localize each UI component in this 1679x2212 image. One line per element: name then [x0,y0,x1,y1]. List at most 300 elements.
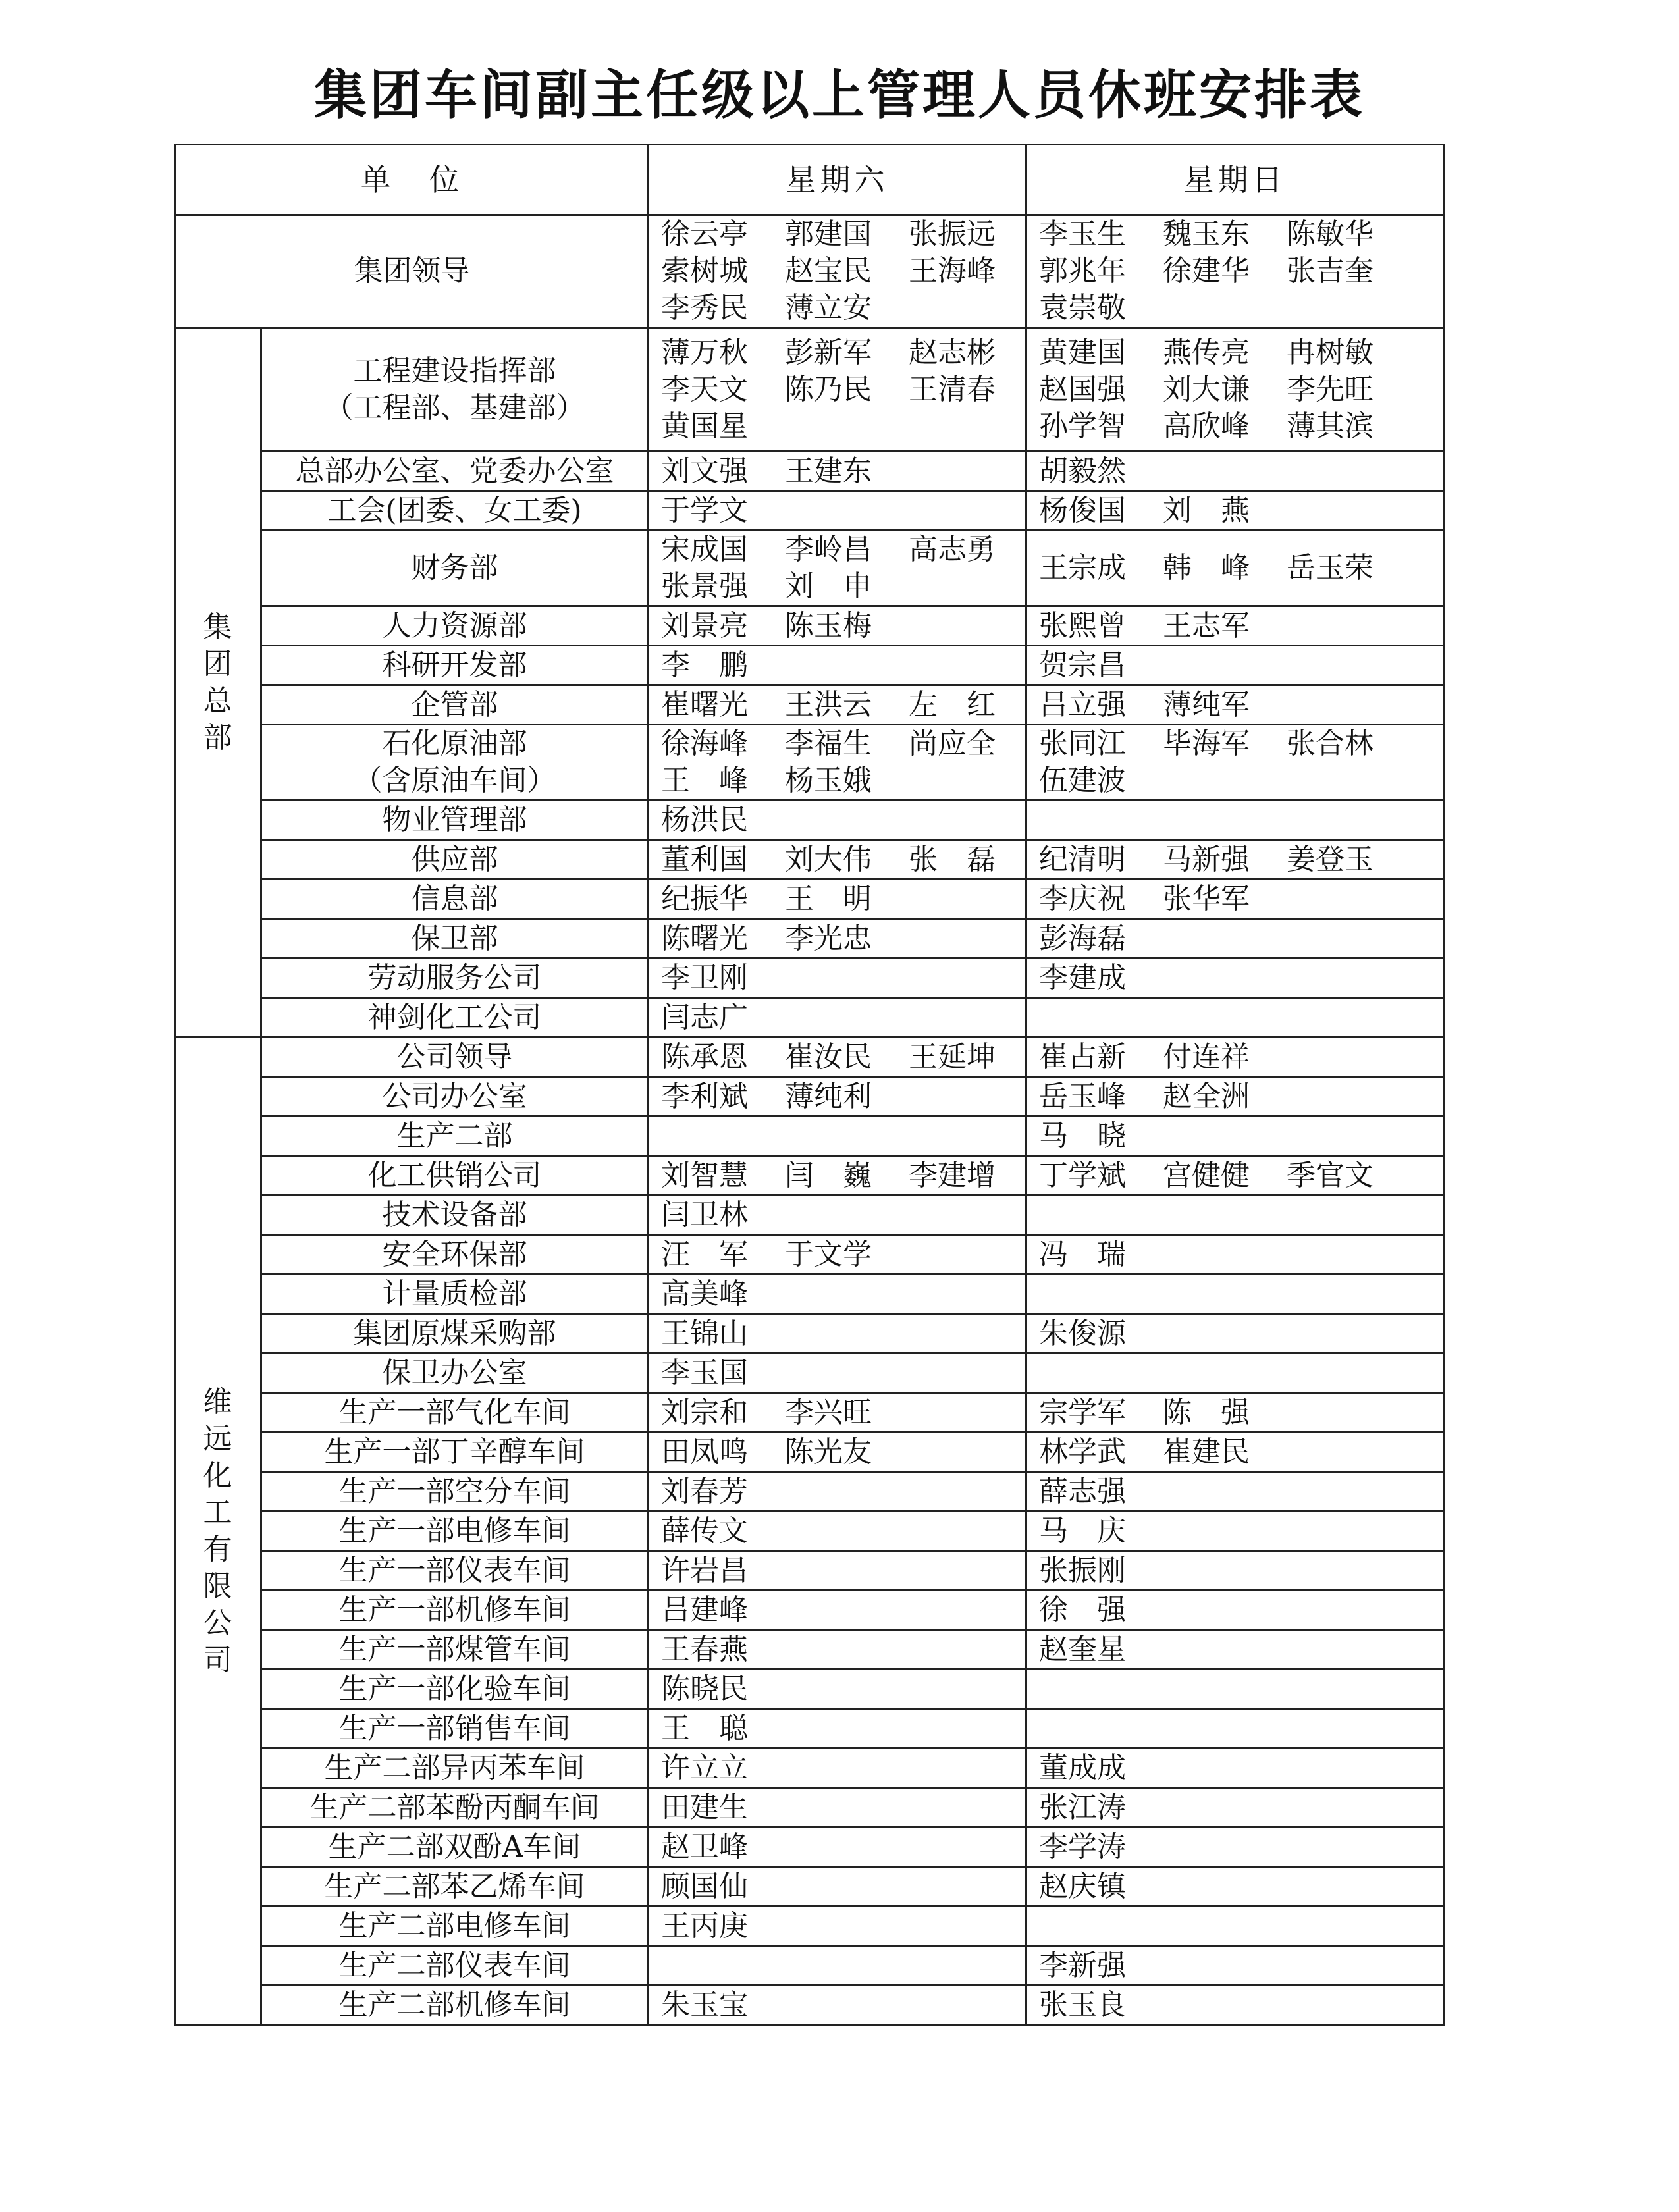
unit-cell: 生产一部丁辛醇车间 [261,1433,649,1472]
person-name: 薄万秋 [661,335,748,369]
unit-cell: 生产一部仪表车间 [261,1551,649,1591]
name-line [1039,725,1431,762]
sunday-cell [1026,919,1444,959]
name-line [661,1829,1013,1866]
person-name: 崔汝民 [785,1040,872,1074]
name-line [661,647,1013,684]
saturday-cell [649,1117,1026,1156]
person-name: 李建成 [1039,961,1126,995]
table-row [176,1986,1444,2025]
person-name: 徐建华 [1163,254,1250,288]
unit-cell: 科研开发部 [261,646,649,685]
table-row [176,1077,1444,1117]
name-line [661,1078,1013,1115]
person-name: 陈玉梅 [785,608,872,643]
person-name: 薄其滨 [1287,409,1373,443]
sunday-cell [1026,725,1444,801]
table-row [176,1709,1444,1749]
unit-cell: 物业管理部 [261,801,649,840]
unit-cell: 生产二部电修车间 [261,1907,649,1946]
unit-cell: 生产二部异丙苯车间 [261,1749,649,1788]
sunday-cell [1026,531,1444,606]
table-row [176,328,1444,452]
saturday-cell [649,1907,1026,1946]
name-line [1039,550,1431,587]
saturday-cell [649,880,1026,919]
person-name: 张景强 [661,569,748,603]
name-line [661,1276,1013,1313]
name-line [1039,1394,1431,1431]
name-line [661,453,1013,490]
name-line [661,762,1013,799]
person-name: 李玉生 [1039,217,1126,251]
schedule-table [174,144,1445,2026]
name-line [1039,1789,1431,1826]
table-row [176,531,1444,606]
sunday-cell [1026,801,1444,840]
person-name: 刘智慧 [661,1158,748,1192]
schedule-body [176,215,1444,2025]
person-name: 彭海磊 [1039,921,1126,955]
name-line [661,1631,1013,1668]
name-line [661,1394,1013,1431]
name-line [1039,647,1431,684]
name-line [1039,1434,1431,1471]
saturday-cell [649,998,1026,1038]
name-line [661,371,1013,408]
table-row [176,1630,1444,1670]
name-line [661,1039,1013,1076]
unit-cell: 财务部 [261,531,649,606]
table-row [176,1788,1444,1828]
name-line [1039,1631,1431,1668]
person-name: 宗学军 [1039,1395,1126,1429]
table-row [176,1314,1444,1354]
person-name: 李玉国 [661,1356,748,1390]
person-name: 朱俊源 [1039,1316,1126,1350]
table-row [176,1156,1444,1196]
saturday-cell [649,1630,1026,1670]
person-name: 王 明 [785,882,872,916]
sunday-cell [1026,1551,1444,1591]
saturday-cell [649,725,1026,801]
person-name: 薄立安 [785,291,872,325]
unit-cell: 人力资源部 [261,606,649,646]
saturday-cell [649,1354,1026,1393]
person-name: 纪振华 [661,882,748,916]
sunday-cell [1026,646,1444,685]
person-name: 纪清明 [1039,842,1126,876]
person-name: 吕立强 [1039,687,1126,722]
person-name: 徐 强 [1039,1593,1126,1627]
person-name: 李建增 [909,1158,996,1192]
unit-cell: 生产二部机修车间 [261,1986,649,2025]
saturday-cell [649,491,1026,531]
person-name: 马 庆 [1039,1514,1126,1548]
person-name: 赵宝民 [785,254,872,288]
unit-cell: 生产一部销售车间 [261,1709,649,1749]
person-name: 赵国强 [1039,372,1126,406]
name-line [1039,1987,1431,2024]
unit-cell: 生产一部电修车间 [261,1512,649,1551]
person-name: 宫健健 [1163,1158,1250,1192]
person-name: 冉树敏 [1287,335,1373,369]
person-name: 张同江 [1039,727,1126,760]
person-name: 王丙庚 [661,1909,748,1943]
unit-cell: 公司办公室 [261,1077,649,1117]
unit-cell: 化工供销公司 [261,1156,649,1196]
table-row [176,1670,1444,1709]
unit-cell: 安全环保部 [261,1235,649,1275]
name-line [661,687,1013,724]
table-row [176,606,1444,646]
name-line [1039,453,1431,490]
table-row [176,840,1444,880]
table-row [176,1038,1444,1077]
person-name: 刘宗和 [661,1395,748,1429]
person-name: 马新强 [1163,842,1250,876]
person-name: 于学文 [661,493,748,527]
name-line [661,1552,1013,1589]
unit-cell: 神剑化工公司 [261,998,649,1038]
person-name: 王洪云 [785,687,872,722]
person-name: 王志军 [1163,608,1250,643]
person-name: 王 聪 [661,1711,748,1745]
name-line [661,492,1013,529]
saturday-cell [649,1788,1026,1828]
sunday-cell [1026,998,1444,1038]
name-line [661,1789,1013,1826]
person-name: 伍建波 [1039,764,1126,797]
name-line [661,1157,1013,1194]
person-name: 张熙曾 [1039,608,1126,643]
sunday-cell [1026,1512,1444,1551]
unit-cell: 公司领导 [261,1038,649,1077]
name-line [1039,1868,1431,1905]
name-line [1039,1315,1431,1352]
name-line [661,841,1013,878]
table-row [176,801,1444,840]
name-line [1039,960,1431,997]
sunday-cell [1026,1591,1444,1630]
person-name: 王延坤 [909,1040,996,1074]
name-line [661,1434,1013,1471]
unit-cell: 生产二部双酚A车间 [261,1828,649,1867]
person-name: 李新强 [1039,1948,1126,1982]
saturday-cell [649,1512,1026,1551]
name-line [661,608,1013,645]
sunday-cell [1026,1196,1444,1235]
sunday-cell [1026,959,1444,998]
saturday-cell [649,1196,1026,1235]
person-name: 刘大伟 [785,842,872,876]
saturday-cell [649,1393,1026,1433]
saturday-cell [649,1749,1026,1788]
person-name: 王 峰 [661,764,748,797]
person-name: 高美峰 [661,1277,748,1311]
name-line [1039,1592,1431,1629]
person-name: 许立立 [661,1751,748,1785]
sunday-cell [1026,840,1444,880]
saturday-cell [649,1235,1026,1275]
name-line [1039,1947,1431,1984]
person-name: 李岭昌 [785,533,872,566]
table-row [176,1235,1444,1275]
person-name: 薄纯军 [1163,687,1250,722]
person-name: 吕建峰 [661,1593,748,1627]
person-name: 赵卫峰 [661,1830,748,1864]
sunday-cell [1026,215,1444,328]
group-label: 维远 化工 有限 公司 [176,1038,261,2025]
name-line [661,216,1013,253]
person-name: 李光忠 [785,921,872,955]
name-line [1039,1473,1431,1510]
person-name: 魏玉东 [1163,217,1250,251]
saturday-cell [649,1591,1026,1630]
unit-cell: 计量质检部 [261,1275,649,1314]
unit-cell: 集团领导 [176,215,649,328]
name-line [1039,608,1431,645]
sunday-cell [1026,328,1444,452]
table-row [176,1275,1444,1314]
sunday-cell [1026,1314,1444,1354]
saturday-cell [649,1867,1026,1907]
sunday-cell [1026,1986,1444,2025]
sunday-cell [1026,1077,1444,1117]
person-name: 刘文强 [661,454,748,488]
name-line [1039,1039,1431,1076]
table-row [176,1828,1444,1867]
person-name: 张华军 [1163,882,1250,916]
person-name: 李福生 [785,727,872,760]
saturday-cell [649,1156,1026,1196]
name-line [1039,762,1431,799]
name-line [1039,881,1431,918]
person-name: 黄国星 [661,409,748,443]
name-line [1039,408,1431,445]
name-line [661,1868,1013,1905]
saturday-cell [649,959,1026,998]
sunday-cell [1026,1867,1444,1907]
person-name: 索树城 [661,254,748,288]
table-row [176,1591,1444,1630]
person-name: 朱玉宝 [661,1988,748,2022]
person-name: 姜登玉 [1287,842,1373,876]
person-name: 宋成国 [661,533,748,566]
person-name: 李利斌 [661,1079,748,1113]
name-line [661,334,1013,371]
table-row [176,1117,1444,1156]
header-row [176,145,1444,215]
person-name: 田凤鸣 [661,1435,748,1469]
name-line [1039,290,1431,327]
name-line [661,1473,1013,1510]
name-line [661,999,1013,1036]
name-line [661,408,1013,445]
unit-cell: 生产一部气化车间 [261,1393,649,1433]
saturday-cell [649,919,1026,959]
unit-cell: 生产一部机修车间 [261,1591,649,1630]
person-name: 徐云亭 [661,217,748,251]
unit-cell: 技术设备部 [261,1196,649,1235]
person-name: 赵庆镇 [1039,1869,1126,1903]
person-name: 张合林 [1287,727,1373,760]
unit-cell: 保卫部 [261,919,649,959]
sunday-cell [1026,1472,1444,1512]
saturday-cell [649,452,1026,491]
header-unit: 单 位 [176,145,649,215]
person-name: 贺宗昌 [1039,648,1126,682]
person-name: 汪 军 [661,1237,748,1271]
name-line [661,1315,1013,1352]
name-line [1039,1552,1431,1589]
sunday-cell [1026,1235,1444,1275]
person-name: 杨洪民 [661,803,748,837]
table-row [176,1867,1444,1907]
name-line [1039,1118,1431,1155]
name-line [1039,920,1431,957]
person-name: 李天文 [661,372,748,406]
saturday-cell [649,1946,1026,1986]
person-name: 毕海军 [1163,727,1250,760]
person-name: 张振刚 [1039,1553,1126,1587]
person-name: 季官文 [1287,1158,1373,1192]
name-line [661,1236,1013,1273]
person-name: 李 鹏 [661,648,748,682]
saturday-cell [649,1551,1026,1591]
table-row [176,880,1444,919]
person-name: 赵全洲 [1163,1079,1250,1113]
person-name: 黄建国 [1039,335,1126,369]
unit-cell: 石化原油部 （含原油车间） [261,725,649,801]
table-row [176,1512,1444,1551]
sunday-cell [1026,1393,1444,1433]
person-name: 付连祥 [1163,1040,1250,1074]
person-name: 闫志广 [661,1000,748,1034]
name-line [661,881,1013,918]
saturday-cell [649,1077,1026,1117]
sunday-cell [1026,1117,1444,1156]
name-line [661,568,1013,605]
person-name: 赵志彬 [909,335,996,369]
person-name: 张江涛 [1039,1790,1126,1824]
person-name: 张振远 [909,217,996,251]
person-name: 徐海峰 [661,727,748,760]
person-name: 燕传亮 [1163,335,1250,369]
sunday-cell [1026,491,1444,531]
table-row [176,998,1444,1038]
person-name: 陈曙光 [661,921,748,955]
person-name: 薛志强 [1039,1474,1126,1508]
person-name: 王建东 [785,454,872,488]
person-name: 丁学斌 [1039,1158,1126,1192]
saturday-cell [649,801,1026,840]
name-line [661,253,1013,290]
person-name: 王宗成 [1039,551,1126,585]
person-name: 张 磊 [909,842,996,876]
name-line [661,960,1013,997]
name-line [1039,371,1431,408]
saturday-cell [649,606,1026,646]
person-name: 刘大谦 [1163,372,1250,406]
name-line [661,920,1013,957]
unit-cell: 生产二部苯乙烯车间 [261,1867,649,1907]
person-name: 杨玉娥 [785,764,872,797]
unit-cell: 生产一部化验车间 [261,1670,649,1709]
person-name: 崔占新 [1039,1040,1126,1074]
name-line [661,1513,1013,1550]
sunday-cell [1026,1709,1444,1749]
person-name: 于文学 [785,1237,872,1271]
sunday-cell [1026,685,1444,725]
name-line [1039,1236,1431,1273]
table-row [176,1393,1444,1433]
name-line [661,290,1013,327]
unit-cell: 保卫办公室 [261,1354,649,1393]
table-row [176,1907,1444,1946]
name-line [661,1908,1013,1945]
person-name: 林学武 [1039,1435,1126,1469]
table-row [176,1196,1444,1235]
sunday-cell [1026,1907,1444,1946]
person-name: 郭兆年 [1039,254,1126,288]
person-name: 崔建民 [1163,1435,1250,1469]
name-line [661,1710,1013,1747]
person-name: 高欣峰 [1163,409,1250,443]
person-name: 王锦山 [661,1316,748,1350]
unit-cell: 劳动服务公司 [261,959,649,998]
name-line [1039,253,1431,290]
person-name: 赵奎星 [1039,1632,1126,1666]
person-name: 刘 申 [785,569,872,603]
saturday-cell [649,1038,1026,1077]
name-line [661,802,1013,839]
person-name: 闫卫林 [661,1198,748,1232]
page-title: 集团车间副主任级以上管理人员休班安排表 [314,64,1365,126]
person-name: 陈晓民 [661,1672,748,1706]
unit-cell: 企管部 [261,685,649,725]
unit-cell: 信息部 [261,880,649,919]
name-line [1039,1829,1431,1866]
sunday-cell [1026,1828,1444,1867]
sunday-cell [1026,1156,1444,1196]
unit-cell: 供应部 [261,840,649,880]
person-name: 陈敏华 [1287,217,1373,251]
name-line [1039,841,1431,878]
saturday-cell [649,1828,1026,1867]
name-line [661,725,1013,762]
person-name: 杨俊国 [1039,493,1126,527]
table-row [176,452,1444,491]
person-name: 袁崇敬 [1039,291,1126,325]
name-line [661,1197,1013,1234]
person-name: 顾国仙 [661,1869,748,1903]
table-row [176,1354,1444,1393]
table-row [176,646,1444,685]
person-name: 孙学智 [1039,409,1126,443]
saturday-cell [649,531,1026,606]
table-row [176,1433,1444,1472]
person-name: 刘春芳 [661,1474,748,1508]
person-name: 韩 峰 [1163,551,1250,585]
name-line [1039,216,1431,253]
person-name: 李兴旺 [785,1395,872,1429]
name-line [661,1671,1013,1708]
saturday-cell [649,328,1026,452]
person-name: 李秀民 [661,291,748,325]
person-name: 薄纯利 [785,1079,872,1113]
unit-cell: 生产一部空分车间 [261,1472,649,1512]
